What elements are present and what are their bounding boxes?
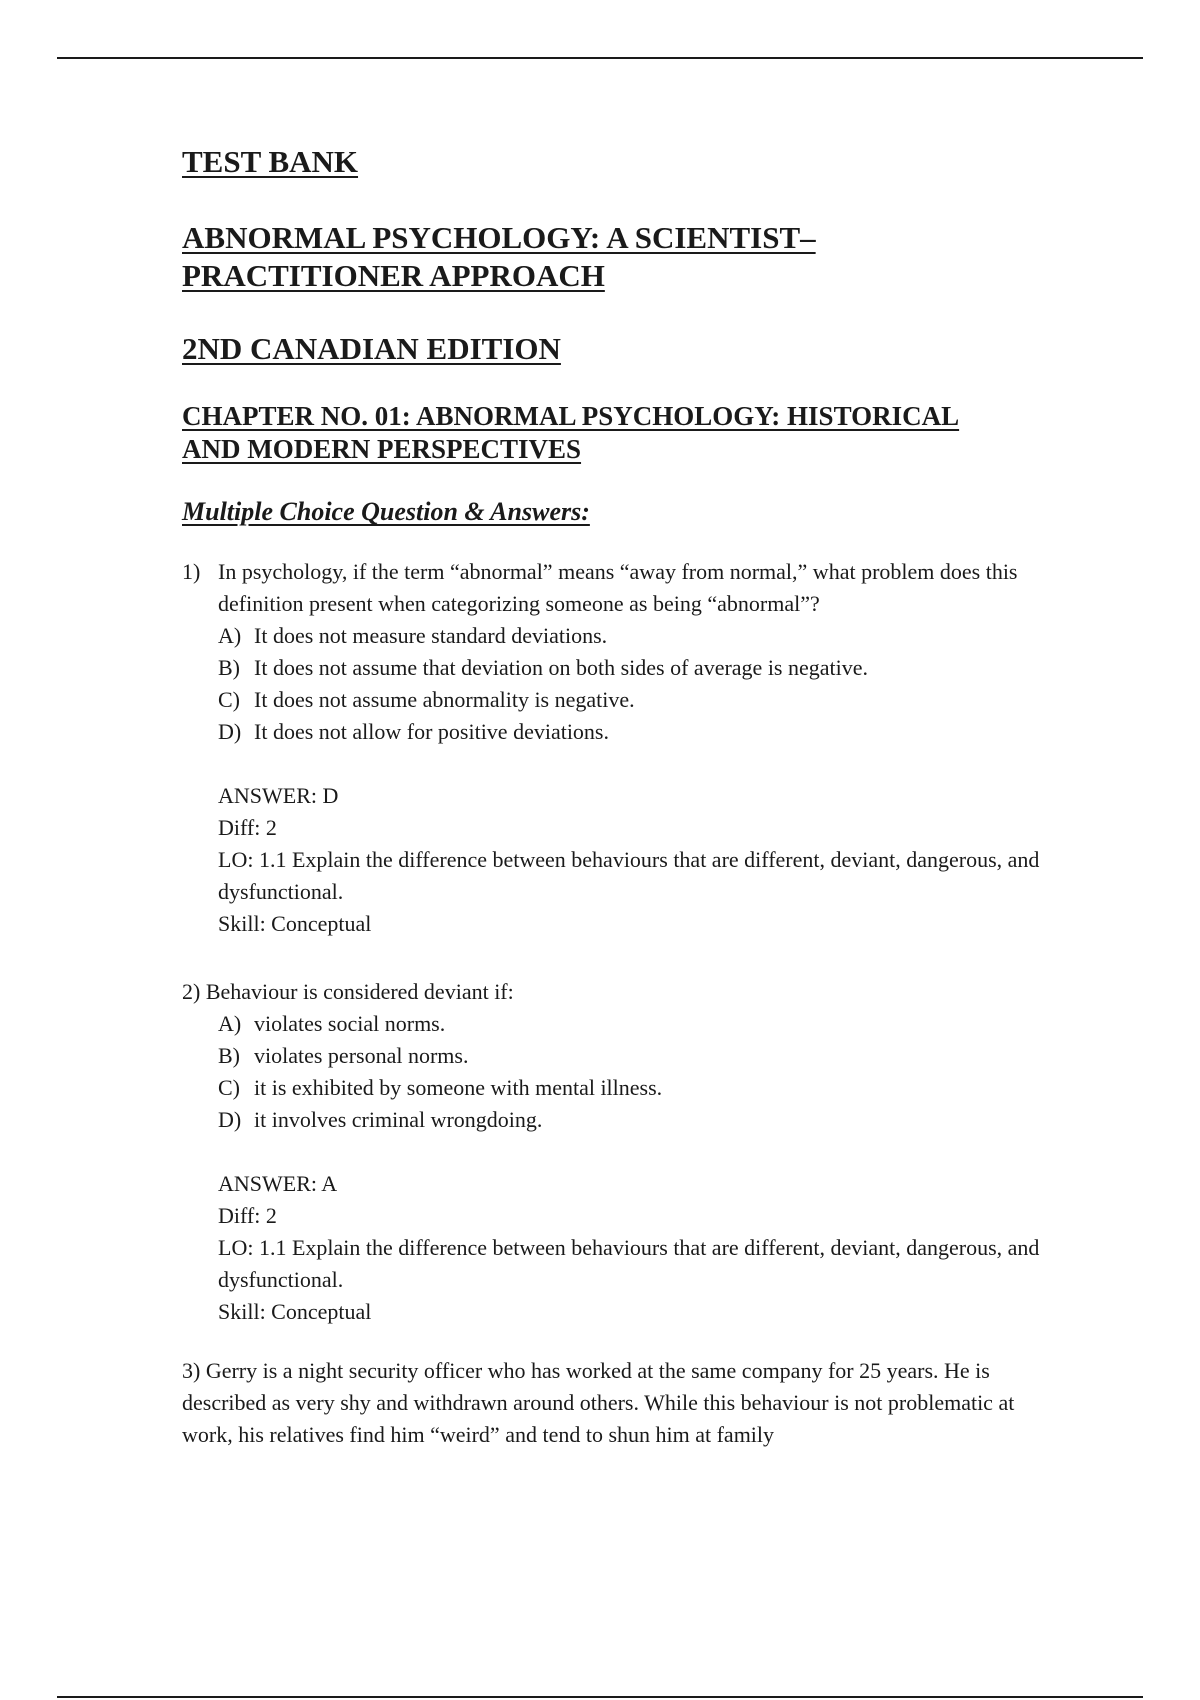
heading-edition: 2ND CANADIAN EDITION	[182, 331, 561, 366]
learning-objective: LO: 1.1 Explain the difference between behaviours that are different, deviant, dangerous, and dysfunctional.	[218, 1235, 1040, 1292]
question-text: 2) Behaviour is considered deviant if:	[182, 979, 514, 1004]
option-b	[218, 1040, 1062, 1072]
question-number: 1)	[182, 559, 201, 584]
option-list	[218, 620, 1062, 748]
option-letter: B)	[218, 655, 240, 680]
heading-test-bank: TEST BANK	[182, 144, 359, 179]
option-text: violates social norms.	[254, 1011, 446, 1036]
skill: Skill: Conceptual	[218, 1299, 372, 1324]
option-d	[218, 1104, 1062, 1136]
answer-key: ANSWER: D	[218, 783, 339, 808]
heading-book-title-line2: PRACTITIONER APPROACH	[182, 258, 605, 293]
option-c	[218, 1072, 1062, 1104]
option-b	[218, 652, 1062, 684]
option-letter: D)	[218, 719, 242, 744]
option-letter: A)	[218, 623, 242, 648]
learning-objective: LO: 1.1 Explain the difference between behaviours that are different, deviant, dangerous, and dysfunctional.	[218, 847, 1040, 904]
question-stem	[182, 556, 1062, 620]
option-letter: C)	[218, 687, 240, 712]
heading-book-title	[182, 219, 816, 295]
heading-chapter-line1: CHAPTER NO. 01: ABNORMAL PSYCHOLOGY: HISTORICAL	[182, 401, 960, 431]
option-letter: A)	[218, 1011, 242, 1036]
option-text: It does not assume abnormality is negative.	[254, 687, 635, 712]
option-letter: D)	[218, 1107, 242, 1132]
answer-key: ANSWER: A	[218, 1171, 338, 1196]
option-text: violates personal norms.	[254, 1043, 469, 1068]
question-text: In psychology, if the term “abnormal” means “away from normal,” what problem does this definition present when categorizing someone as being “abnormal”?	[218, 559, 1018, 616]
question-text: 3) Gerry is a night security officer who has worked at the same company for 25 years. He is described as very shy and withdrawn around others. While this behaviour is not problematic at work, his relatives find him “weird” and tend to shun him at family	[182, 1358, 1015, 1447]
bottom-rule	[57, 1696, 1143, 1698]
question-3	[182, 1355, 1062, 1451]
option-text: it involves criminal wrongdoing.	[254, 1107, 543, 1132]
option-a	[218, 1008, 1062, 1040]
option-list	[218, 1008, 1062, 1136]
option-c	[218, 684, 1062, 716]
answer-metadata	[218, 780, 1062, 940]
option-text: It does not measure standard deviations.	[254, 623, 608, 648]
question-1	[182, 556, 1062, 940]
heading-chapter-line2: AND MODERN PERSPECTIVES	[182, 434, 582, 464]
option-letter: C)	[218, 1075, 240, 1100]
option-text: it is exhibited by someone with mental illness.	[254, 1075, 663, 1100]
question-2	[182, 976, 1062, 1328]
option-text: It does not allow for positive deviations.	[254, 719, 609, 744]
option-d	[218, 716, 1062, 748]
heading-chapter	[182, 400, 959, 466]
difficulty: Diff: 2	[218, 1203, 277, 1228]
heading-book-title-line1: ABNORMAL PSYCHOLOGY: A SCIENTIST–	[182, 220, 816, 255]
difficulty: Diff: 2	[218, 815, 277, 840]
option-text: It does not assume that deviation on both sides of average is negative.	[254, 655, 869, 680]
skill: Skill: Conceptual	[218, 911, 372, 936]
answer-metadata	[218, 1168, 1062, 1328]
top-rule	[57, 57, 1143, 59]
section-heading: Multiple Choice Question & Answers:	[182, 497, 590, 526]
option-a	[218, 620, 1062, 652]
option-letter: B)	[218, 1043, 240, 1068]
